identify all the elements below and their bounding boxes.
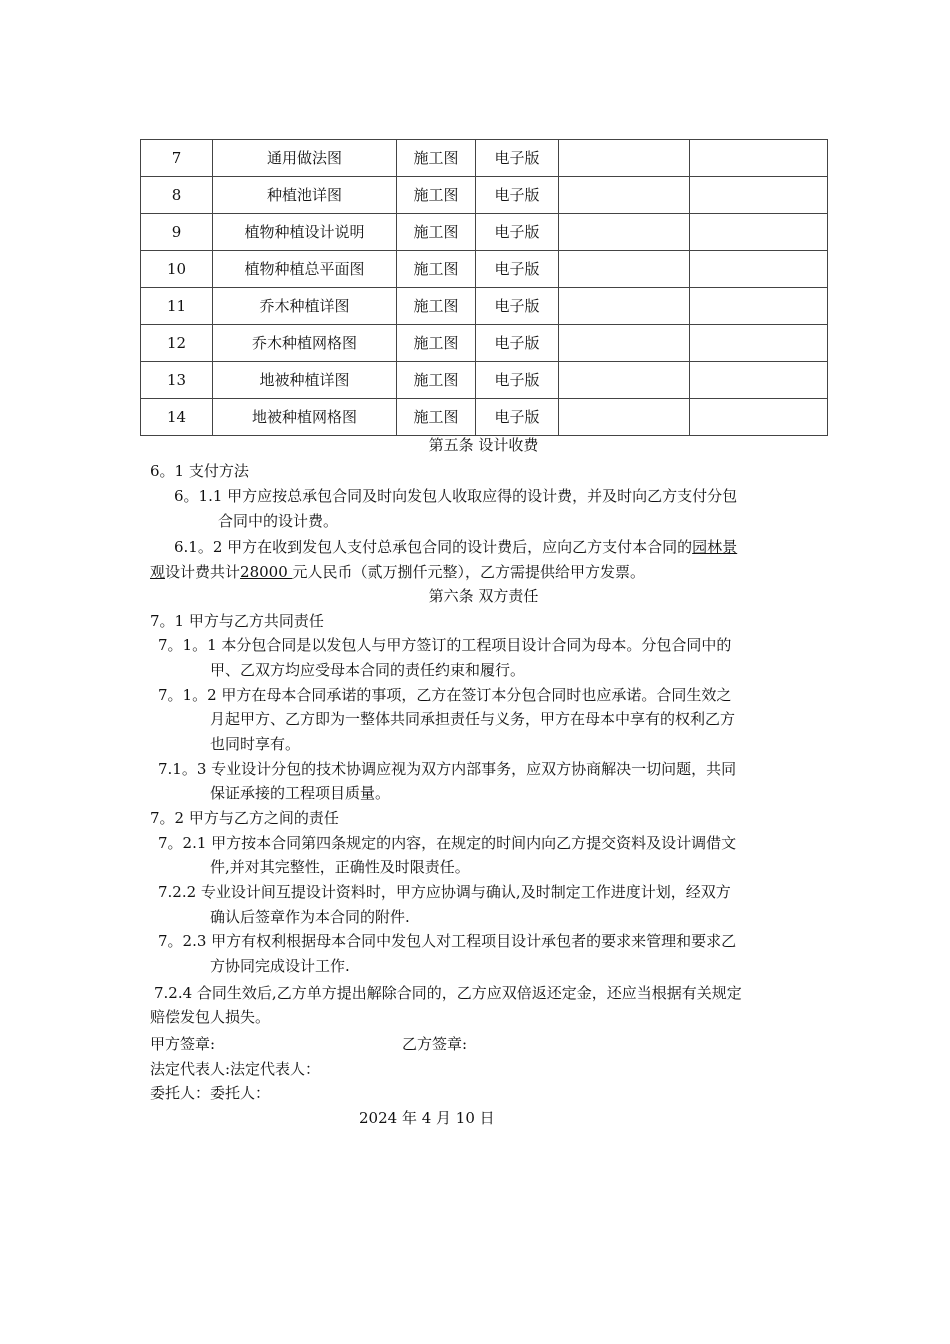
table-cell: 施工图	[397, 288, 476, 325]
table-cell: 植物种植设计说明	[213, 214, 397, 251]
clause-6-1-2-line1	[174, 536, 737, 558]
table-cell	[690, 214, 828, 251]
clause-7-1-3-line2: 保证承接的工程项目质量。	[210, 784, 391, 802]
clause-6-1-2-line2	[150, 561, 645, 583]
clause-6-1-2-text: 6.1。2 甲方在收到发包人支付总承包合同的设计费后，应向乙方支付本合同的	[174, 538, 693, 556]
project-name-underlined: 园林景	[692, 538, 738, 556]
table-cell: 14	[141, 399, 213, 436]
table-row	[141, 177, 828, 214]
project-name-underlined-cont: 观	[150, 563, 166, 581]
clause-7-2-2-line1: 7.2.2 专业设计间互提设计资料时，甲方应协调与确认,及时制定工作进度计划，经双方	[158, 883, 731, 901]
clause-7-2-4-line2: 赔偿发包人损失。	[150, 1008, 271, 1026]
table-cell	[690, 362, 828, 399]
fee-amount: 28000	[240, 563, 293, 581]
table-cell: 12	[141, 325, 213, 362]
table-cell	[690, 325, 828, 362]
clause-7-2-2-line2: 确认后签章作为本合同的附件.	[210, 908, 410, 926]
table-row	[141, 362, 828, 399]
clause-7-1-1-line2: 甲、乙双方均应受母本合同的责任约束和履行。	[210, 661, 526, 679]
clause-7-2-1-line2: 件,并对其完整性，正确性及时限责任。	[210, 858, 470, 876]
table-cell: 电子版	[476, 214, 559, 251]
article-5-title: 第五条 设计收费	[428, 436, 539, 454]
section-7-2-heading: 7。2 甲方与乙方之间的责任	[150, 809, 339, 827]
table-cell	[559, 177, 690, 214]
table-cell: 电子版	[476, 251, 559, 288]
party-a-signature-label: 甲方签章:	[150, 1035, 216, 1053]
clause-7-1-3-line1: 7.1。3 专业设计分包的技术协调应视为双方内部事务，应双方协商解决一切问题，共同	[158, 760, 737, 778]
table-cell: 电子版	[476, 399, 559, 436]
clause-6-1-1-line1: 6。1.1 甲方应按总承包合同及时向发包人收取应得的设计费，并及时向乙方支付分包	[174, 487, 738, 505]
table-cell: 电子版	[476, 325, 559, 362]
table-row	[141, 251, 828, 288]
table-cell	[559, 251, 690, 288]
table-cell: 7	[141, 140, 213, 177]
table-cell: 地被种植详图	[213, 362, 397, 399]
table-row	[141, 288, 828, 325]
table-cell	[559, 214, 690, 251]
fee-label: 设计费共计	[165, 563, 241, 581]
drawing-list-table	[140, 139, 828, 436]
drawing-list-body	[141, 140, 828, 436]
fee-text: 元人民币（贰万捌仟元整），乙方需提供给甲方发票。	[292, 563, 646, 581]
table-cell: 施工图	[397, 177, 476, 214]
clause-7-2-4-line1: 7.2.4 合同生效后,乙方单方提出解除合同的，乙方应双倍返还定金，还应当根据有关规定	[154, 984, 742, 1002]
table-cell	[690, 251, 828, 288]
table-row	[141, 325, 828, 362]
clause-7-2-3-line2: 方协同完成设计工作.	[210, 957, 350, 975]
table-cell: 9	[141, 214, 213, 251]
table-row	[141, 399, 828, 436]
table-cell: 施工图	[397, 362, 476, 399]
table-cell: 地被种植网格图	[213, 399, 397, 436]
section-7-1-heading: 7。1 甲方与乙方共同责任	[150, 612, 324, 630]
table-cell	[559, 140, 690, 177]
table-cell: 10	[141, 251, 213, 288]
table-row	[141, 214, 828, 251]
table-cell: 13	[141, 362, 213, 399]
party-b-signature-label: 乙方签章:	[402, 1035, 468, 1053]
signing-date: 2024 年 4 月 10 日	[359, 1109, 495, 1127]
legal-representative-label: 法定代表人:法定代表人：	[150, 1060, 321, 1078]
table-cell	[690, 177, 828, 214]
table-cell: 乔木种植网格图	[213, 325, 397, 362]
table-cell: 电子版	[476, 362, 559, 399]
table-cell: 种植池详图	[213, 177, 397, 214]
table-cell	[559, 288, 690, 325]
clause-6-1-1-line2: 合同中的设计费。	[218, 512, 339, 530]
table-cell: 施工图	[397, 214, 476, 251]
table-cell: 通用做法图	[213, 140, 397, 177]
table-cell: 施工图	[397, 140, 476, 177]
table-cell: 电子版	[476, 288, 559, 325]
table-cell: 电子版	[476, 140, 559, 177]
clause-7-1-1-line1: 7。1。1 本分包合同是以发包人与甲方签订的工程项目设计合同为母本。分包合同中的	[158, 636, 732, 654]
table-cell	[690, 399, 828, 436]
clause-7-1-2-line1: 7。1。2 甲方在母本合同承诺的事项，乙方在签订本分包合同时也应承诺。合同生效之	[158, 686, 732, 704]
table-cell: 施工图	[397, 325, 476, 362]
table-cell: 植物种植总平面图	[213, 251, 397, 288]
agent-label: 委托人：委托人：	[150, 1084, 271, 1102]
table-cell	[559, 362, 690, 399]
table-cell	[690, 288, 828, 325]
table-cell: 施工图	[397, 251, 476, 288]
table-cell	[559, 325, 690, 362]
clause-7-1-2-line3: 也同时享有。	[210, 735, 301, 753]
table-cell: 8	[141, 177, 213, 214]
clause-7-2-1-line1: 7。2.1 甲方按本合同第四条规定的内容，在规定的时间内向乙方提交资料及设计调借文	[158, 834, 737, 852]
table-cell	[690, 140, 828, 177]
section-6-1-heading: 6。1 支付方法	[150, 462, 249, 480]
table-cell: 电子版	[476, 177, 559, 214]
article-6-title: 第六条 双方责任	[428, 587, 539, 605]
clause-7-2-3-line1: 7。2.3 甲方有权利根据母本合同中发包人对工程项目设计承包者的要求来管理和要求乙	[158, 932, 737, 950]
table-cell: 乔木种植详图	[213, 288, 397, 325]
table-cell: 施工图	[397, 399, 476, 436]
table-cell	[559, 399, 690, 436]
clause-7-1-2-line2: 月起甲方、乙方即为一整体共同承担责任与义务，甲方在母本中享有的权利乙方	[210, 710, 736, 728]
table-row	[141, 140, 828, 177]
table-cell: 11	[141, 288, 213, 325]
